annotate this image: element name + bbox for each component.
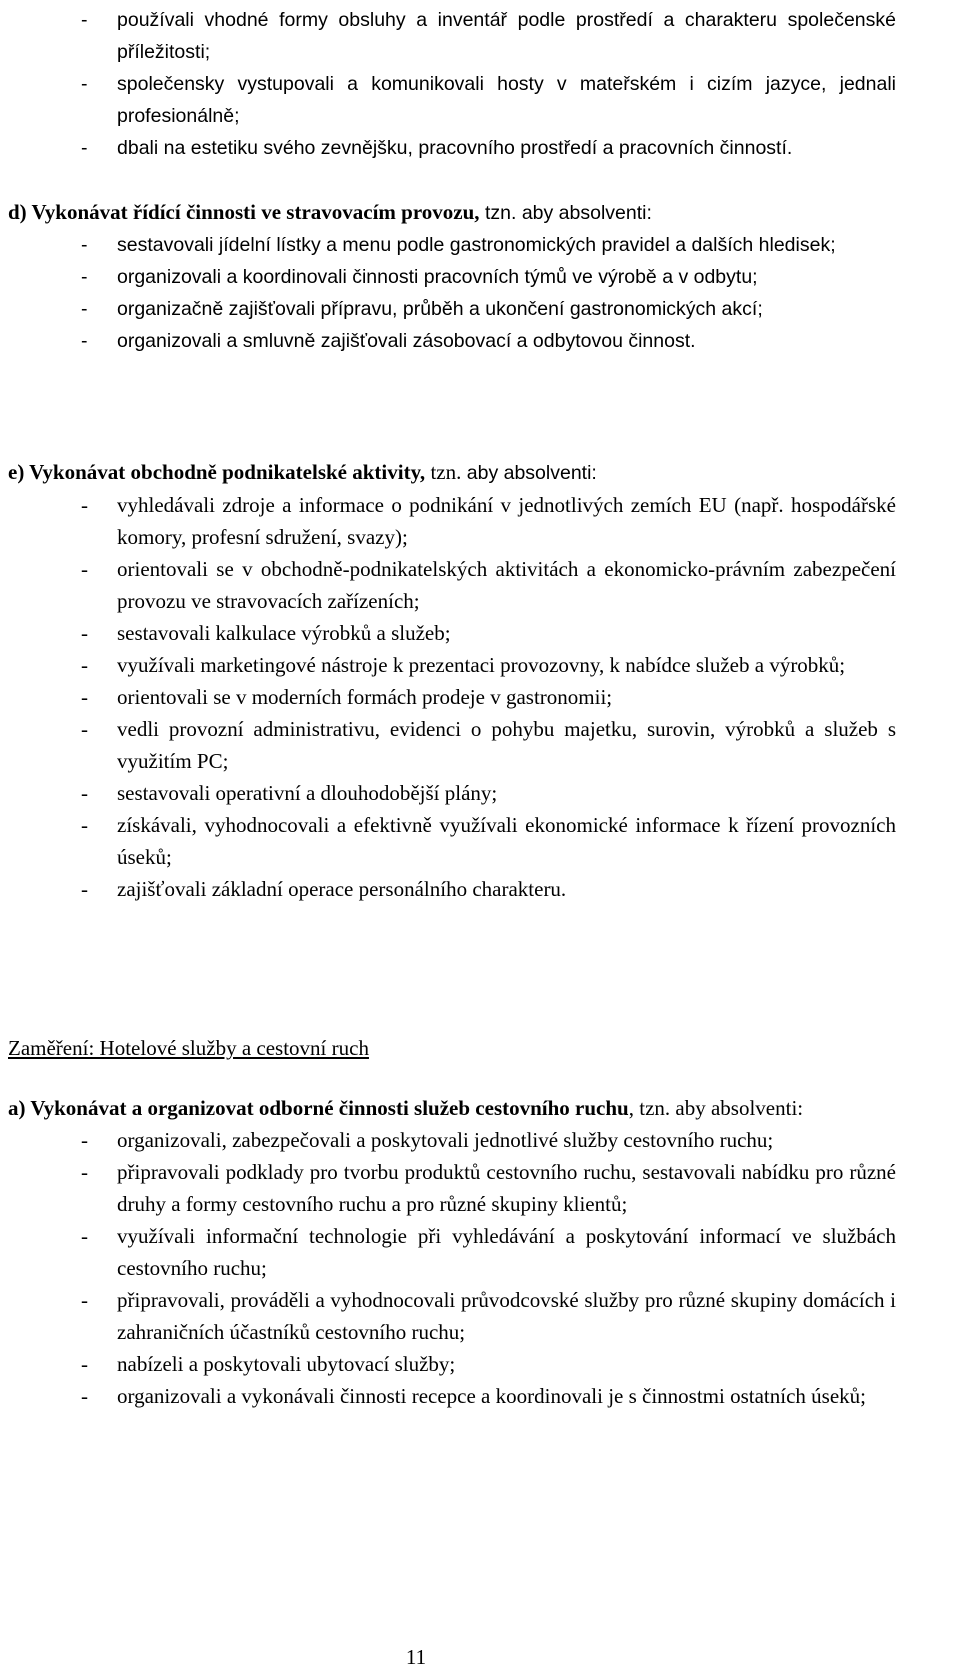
list-bullet: - <box>81 557 88 581</box>
list-item-text: zajišťovali základní operace personálního charakteru. <box>117 877 567 901</box>
list-item-text: využívali marketingové nástroje k prezentaci provozovny, k nabídce služeb a výrobků; <box>117 653 846 677</box>
list-item <box>8 553 896 617</box>
section-a-heading-rest: , tzn. aby absolventi: <box>628 1096 804 1120</box>
list-bullet: - <box>81 1288 88 1312</box>
list-item <box>8 261 896 293</box>
list-item <box>8 617 896 649</box>
list-item <box>8 68 896 132</box>
list-item <box>8 1348 896 1380</box>
list-item-text: organizovali a vykonávali činnosti recepce a koordinovali je s činnostmi ostatních úseků; <box>117 1384 866 1408</box>
list-item-text: organizovali, zabezpečovali a poskytovali jednotlivé služby cestovního ruchu; <box>117 1128 774 1152</box>
list-item <box>8 681 896 713</box>
list-item <box>8 1220 896 1284</box>
list-bullet: - <box>81 298 88 320</box>
list-item-text: sestavovali operativní a dlouhodobější plány; <box>117 781 498 805</box>
section-e-heading-rest: aby absolventi: <box>461 462 597 484</box>
list-item <box>8 809 896 873</box>
list-bullet: - <box>81 1128 88 1152</box>
list-item <box>8 293 896 325</box>
page-number: 11 <box>405 1645 427 1669</box>
section-d-heading <box>8 196 896 229</box>
zamereni-heading <box>8 1032 896 1064</box>
list-item <box>8 325 896 357</box>
list-item-text: používali vhodné formy obsluhy a inventář podle prostředí a charakteru společenské příležitosti; <box>117 9 896 63</box>
list-item <box>8 229 896 261</box>
list-bullet: - <box>81 137 88 159</box>
list-item-text: připravovali podklady pro tvorbu produktů cestovního ruchu, sestavovali nabídku pro různé druhy a formy cestovního ruchu a pro různé skupiny klientů; <box>117 1160 896 1216</box>
list-bullet: - <box>81 9 88 31</box>
section-a-heading <box>8 1092 896 1124</box>
list-item-text: dbali na estetiku svého zevnějšku, pracovního prostředí a pracovních činností. <box>117 137 793 159</box>
list-bullet: - <box>81 877 88 901</box>
list-item-text: připravovali, prováděli a vyhodnocovali průvodcovské služby pro různé skupiny domácích i zahraničních účastníků cestovního ruchu; <box>117 1288 896 1344</box>
list-item-text: využívali informační technologie při vyhledávání a poskytování informací ve službách cestovního ruchu; <box>117 1224 896 1280</box>
list-bullet: - <box>81 266 88 288</box>
list-item-text: vyhledávali zdroje a informace o podnikání v jednotlivých zemích EU (např. hospodářské komory, profesní sdružení, svazy); <box>117 493 896 549</box>
list-bullet: - <box>81 234 88 256</box>
section-d-heading-bold: d) Vykonávat řídící činnosti ve stravovacím provozu, <box>8 200 480 224</box>
list-bullet: - <box>81 1224 88 1248</box>
list-item-text: nabízeli a poskytovali ubytovací služby; <box>117 1352 456 1376</box>
list-bullet: - <box>81 330 88 352</box>
list-item <box>8 132 896 164</box>
section-e-list <box>8 489 896 905</box>
list-bullet: - <box>81 73 88 95</box>
list-item-text: získávali, vyhodnocovali a efektivně využívali ekonomické informace k řízení provozních úseků; <box>117 813 896 869</box>
list-item <box>8 777 896 809</box>
list-bullet: - <box>81 493 88 517</box>
list-item <box>8 1284 896 1348</box>
list-item <box>8 649 896 681</box>
section-d <box>8 196 896 357</box>
list-item-text: sestavovali jídelní lístky a menu podle gastronomických pravidel a dalších hledisek; <box>117 234 836 256</box>
list-item-text: organizovali a koordinovali činnosti pracovních týmů ve výrobě a v odbytu; <box>117 266 758 288</box>
list-item-text: organizačně zajišťovali přípravu, průběh a ukončení gastronomických akcí; <box>117 298 763 320</box>
list-item-text: organizovali a smluvně zajišťovali zásobovací a odbytovou činnost. <box>117 330 696 352</box>
section-e-heading <box>8 456 896 489</box>
list-bullet: - <box>81 1160 88 1184</box>
section-d-heading-rest: tzn. aby absolventi: <box>479 202 652 224</box>
list-item-text: orientovali se v obchodně-podnikatelských aktivitách a ekonomicko-právním zabezpečení provozu ve stravovacích zařízeních; <box>117 557 896 613</box>
top-list <box>8 4 896 164</box>
list-item <box>8 1156 896 1220</box>
list-item-text: vedli provozní administrativu, evidenci o pohybu majetku, surovin, výrobků a služeb s využitím PC; <box>117 717 896 773</box>
section-d-list <box>8 229 896 357</box>
list-item <box>8 1380 896 1412</box>
list-item <box>8 489 896 553</box>
section-a <box>8 1092 896 1412</box>
list-item <box>8 713 896 777</box>
list-bullet: - <box>81 717 88 741</box>
list-item <box>8 4 896 68</box>
section-e-heading-tzn: tzn. <box>425 460 462 484</box>
list-bullet: - <box>81 685 88 709</box>
list-bullet: - <box>81 653 88 677</box>
list-bullet: - <box>81 781 88 805</box>
list-bullet: - <box>81 813 88 837</box>
list-item <box>8 873 896 905</box>
list-item <box>8 1124 896 1156</box>
list-item-text: orientovali se v moderních formách prodeje v gastronomii; <box>117 685 613 709</box>
list-bullet: - <box>81 621 88 645</box>
zamereni-title: Zaměření: Hotelové služby a cestovní ruch <box>8 1036 369 1060</box>
list-bullet: - <box>81 1352 88 1376</box>
list-item-text: společensky vystupovali a komunikovali hosty v mateřském i cizím jazyce, jednali profesionálně; <box>117 73 896 127</box>
list-bullet: - <box>81 1384 88 1408</box>
section-a-heading-bold: a) Vykonávat a organizovat odborné činnosti služeb cestovního ruchu <box>8 1096 629 1120</box>
section-e <box>8 456 896 905</box>
section-e-heading-bold: e) Vykonávat obchodně podnikatelské aktivity, <box>8 460 426 484</box>
section-a-list <box>8 1124 896 1412</box>
list-item-text: sestavovali kalkulace výrobků a služeb; <box>117 621 451 645</box>
